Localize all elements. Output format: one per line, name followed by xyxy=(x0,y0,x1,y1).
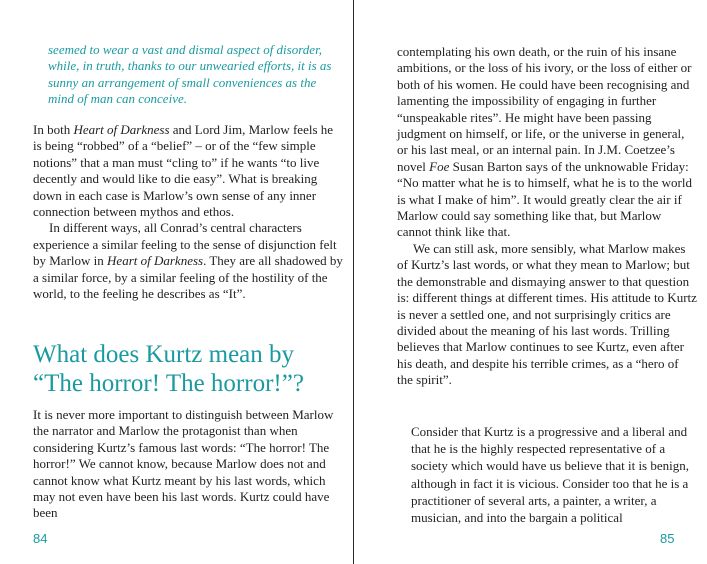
left-body-paragraphs xyxy=(33,122,343,302)
paragraph xyxy=(397,44,697,241)
book-title: Heart of Darkness xyxy=(107,253,204,269)
paragraph xyxy=(33,122,343,220)
epigraph-quote: seemed to wear a vast and dismal aspect of disorder, while, in truth, thanks to our unwearied efforts, it is as sunny an arrangement of small conveniences as the mind of man can conceive. xyxy=(48,42,332,106)
text-run: and Lord Jim, Marlow feels he is being “robbed” of a “belief” – or of the “few simple notions” that a man must “cling to” if he wants “to live decently and would like to die easy”. What is breaking down in each case is Marlow’s own sense of any inner connection between mythos and ethos. xyxy=(33,122,334,220)
left-body-after-heading xyxy=(33,407,345,522)
text-run: Susan Barton says of the unknowable Friday: “No matter what he is to himself, what he is to the world is what I make of him”. It would greatly clear the air if Marlow could say something like that, but Marlow cannot think like that. xyxy=(397,158,692,240)
page-number: 85 xyxy=(660,531,675,546)
text-run: . They are all shadowed by a similar force, by a similar feeling of the hostility of the world, to the feeling he describes as “It”. xyxy=(33,253,343,302)
text-run: In different ways, all Conrad’s central characters experience a similar feeling to the sense of disjunction felt by Marlow in xyxy=(33,220,337,269)
paragraph: We can still ask, more sensibly, what Marlow makes of Kurtz’s last words, or what they mean to Marlow; but the demonstrable and dismaying answer to that question is: different things at different times. His attitude to Kurtz is never a settled one, and not surprisingly critics are divided about the meaning of his last words. Trilling believes that Marlow continues to see Kurtz, even after his death, and despite his terrible crimes, as a “hero of the spirit”. xyxy=(397,240,697,388)
right-body-paragraphs xyxy=(397,44,697,389)
paragraph xyxy=(33,220,343,302)
paragraph: It is never more important to distinguish between Marlow the narrator and Marlow the protagonist than when considering Kurtz’s famous last words: “The horror! The horror!” We cannot know, because Marlow does not and cannot know what Kurtz meant by his last words, which may not even have been his last words. Kurtz could have been xyxy=(33,407,334,521)
section-heading: What does Kurtz mean by “The horror! The horror!”? xyxy=(33,341,304,397)
book-title: Heart of Darkness xyxy=(73,122,170,137)
text-run: contemplating his own death, or the ruin of his insane ambitions, or the loss of his ivory, or the loss of either or both of his women. He could have been recognising and lamenting the impossibility of engaging in further “unspeakable rites”. He might have been passing judgment on himself, or life, or the universe in general, or his last meal, or an internal pain. In J.M. Coetzee’s novel xyxy=(397,44,692,174)
left-page xyxy=(0,0,353,564)
right-page xyxy=(354,0,707,564)
page-number: 84 xyxy=(33,531,48,546)
block-quote: Consider that Kurtz is a progressive and a liberal and that he is the highly respected representative of a society which would have us believe that it is benign, although in fact it is vicious. Consider too that he is a practitioner of several arts, a painter, a writer, a musician, and into the bargain a political xyxy=(411,424,689,526)
text-run: In both xyxy=(33,122,74,137)
book-title: Foe xyxy=(429,158,450,174)
